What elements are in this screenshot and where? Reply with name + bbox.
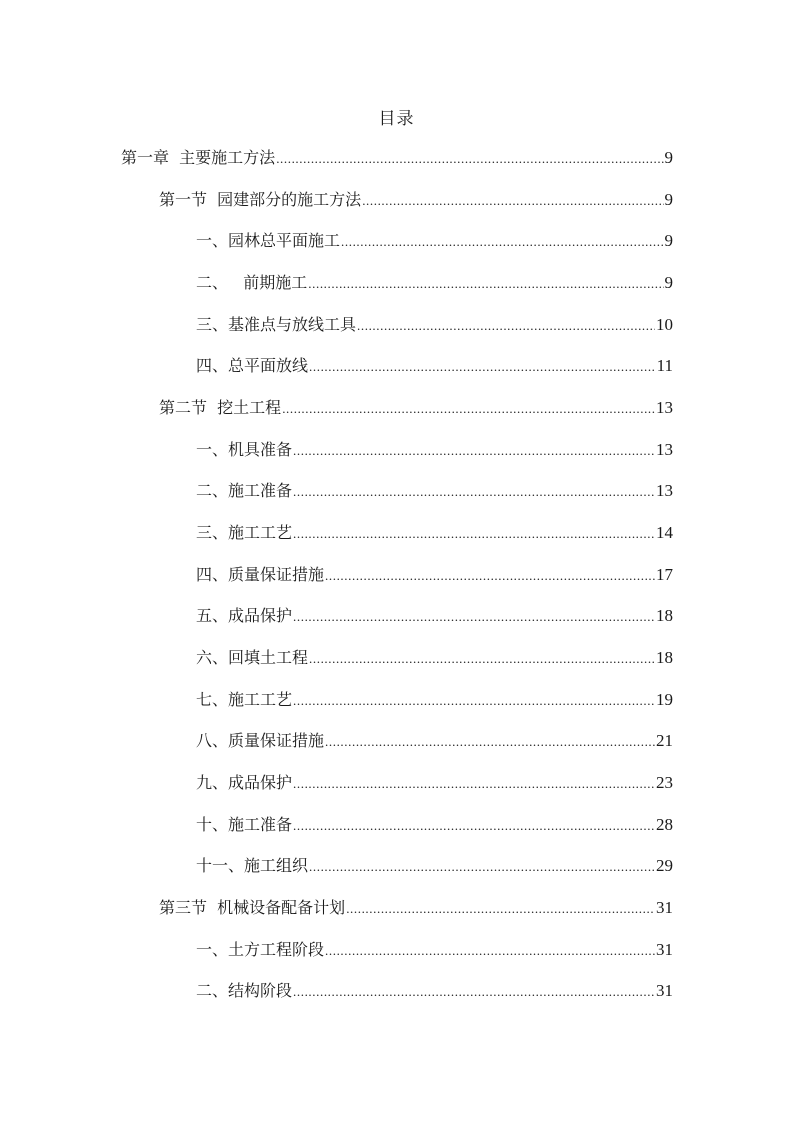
toc-entry-section[interactable] [159, 896, 673, 920]
toc-entry-label: 二、 前期施工 [196, 273, 308, 292]
toc-entry-subsection[interactable] [196, 729, 673, 753]
toc-entry-label: 一、机具准备 [196, 440, 293, 459]
dot-leader [293, 439, 655, 463]
toc-entry-label: 四、总平面放线 [196, 356, 309, 375]
toc-entry-section[interactable] [159, 396, 673, 420]
toc-entry-subsection[interactable] [196, 479, 673, 503]
toc-entry-page: 10 [656, 315, 673, 334]
toc-entry-label: 第一节 园建部分的施工方法 [159, 190, 362, 209]
dot-leader [309, 855, 655, 879]
dot-leader [309, 355, 656, 379]
toc-entry-label: 八、质量保证措施 [196, 731, 325, 750]
toc-entry-label: 三、基准点与放线工具 [196, 315, 357, 334]
toc-entry-label: 二、结构阶段 [196, 981, 293, 1000]
toc-entry-label: 第三节 机械设备配备计划 [159, 898, 346, 917]
toc-entry-label: 七、施工工艺 [196, 690, 293, 709]
toc-entry-label: 二、施工准备 [196, 481, 293, 500]
toc-entry-page: 31 [656, 940, 673, 959]
toc-entry-page: 31 [656, 981, 673, 1000]
toc-entry-subsection[interactable] [196, 854, 673, 878]
toc-entry-label: 五、成品保护 [196, 606, 293, 625]
dot-leader [293, 522, 655, 546]
toc-entry-subsection[interactable] [196, 604, 673, 628]
toc-entry-section[interactable] [159, 188, 673, 212]
dot-leader [282, 397, 655, 421]
toc-entry-page: 11 [656, 356, 673, 375]
dot-leader [293, 772, 655, 796]
toc-entry-subsection[interactable] [196, 271, 673, 295]
toc-entry-page: 14 [656, 523, 673, 542]
dot-leader [325, 939, 655, 963]
toc-entry-subsection[interactable] [196, 813, 673, 837]
toc-entry-subsection[interactable] [196, 771, 673, 795]
dot-leader [293, 814, 655, 838]
dot-leader [276, 147, 663, 171]
toc-entry-page: 23 [656, 773, 673, 792]
toc-entry-label: 第一章 主要施工方法 [121, 148, 276, 167]
toc-entry-page: 9 [664, 190, 673, 209]
toc-entry-subsection[interactable] [196, 563, 673, 587]
toc-entry-page: 9 [664, 231, 673, 250]
toc-entry-subsection[interactable] [196, 688, 673, 712]
toc-entry-subsection[interactable] [196, 313, 673, 337]
toc-entry-label: 九、成品保护 [196, 773, 293, 792]
toc-entry-label: 一、园林总平面施工 [196, 231, 341, 250]
dot-leader [341, 230, 663, 254]
dot-leader [357, 314, 655, 338]
toc-entry-subsection[interactable] [196, 938, 673, 962]
toc-entry-page: 18 [656, 606, 673, 625]
toc-entry-label: 十、施工准备 [196, 815, 293, 834]
toc-entry-subsection[interactable] [196, 229, 673, 253]
dot-leader [293, 605, 655, 629]
toc-entry-page: 9 [664, 273, 673, 292]
toc-entry-subsection[interactable] [196, 354, 673, 378]
toc-entry-page: 21 [656, 731, 673, 750]
toc-entry-label: 十一、施工组织 [196, 856, 309, 875]
toc-entry-subsection[interactable] [196, 521, 673, 545]
toc-entry-subsection[interactable] [196, 646, 673, 670]
toc-entry-page: 18 [656, 648, 673, 667]
toc-entry-page: 19 [656, 690, 673, 709]
toc-entry-label: 第二节 挖土工程 [159, 398, 282, 417]
toc-entry-page: 17 [656, 565, 673, 584]
dot-leader [346, 897, 655, 921]
toc-entry-label: 一、土方工程阶段 [196, 940, 325, 959]
toc-entry-label: 三、施工工艺 [196, 523, 293, 542]
toc-entry-page: 28 [656, 815, 673, 834]
dot-leader [293, 980, 655, 1004]
dot-leader [325, 730, 655, 754]
dot-leader [309, 647, 655, 671]
dot-leader [362, 189, 663, 213]
toc-entry-page: 13 [656, 440, 673, 459]
dot-leader [325, 564, 655, 588]
dot-leader [308, 272, 663, 296]
toc-entry-page: 31 [656, 898, 673, 917]
toc-entry-page: 9 [664, 148, 673, 167]
toc-entry-subsection[interactable] [196, 438, 673, 462]
dot-leader [293, 689, 655, 713]
toc-entry-page: 29 [656, 856, 673, 875]
toc-title: 目录 [378, 109, 415, 129]
toc-entry-chapter-1[interactable] [121, 146, 673, 170]
toc-entry-label: 六、回填土工程 [196, 648, 309, 667]
dot-leader [293, 480, 655, 504]
toc-entry-label: 四、质量保证措施 [196, 565, 325, 584]
toc-entry-page: 13 [656, 481, 673, 500]
toc-entry-page: 13 [656, 398, 673, 417]
toc-entry-subsection[interactable] [196, 979, 673, 1003]
